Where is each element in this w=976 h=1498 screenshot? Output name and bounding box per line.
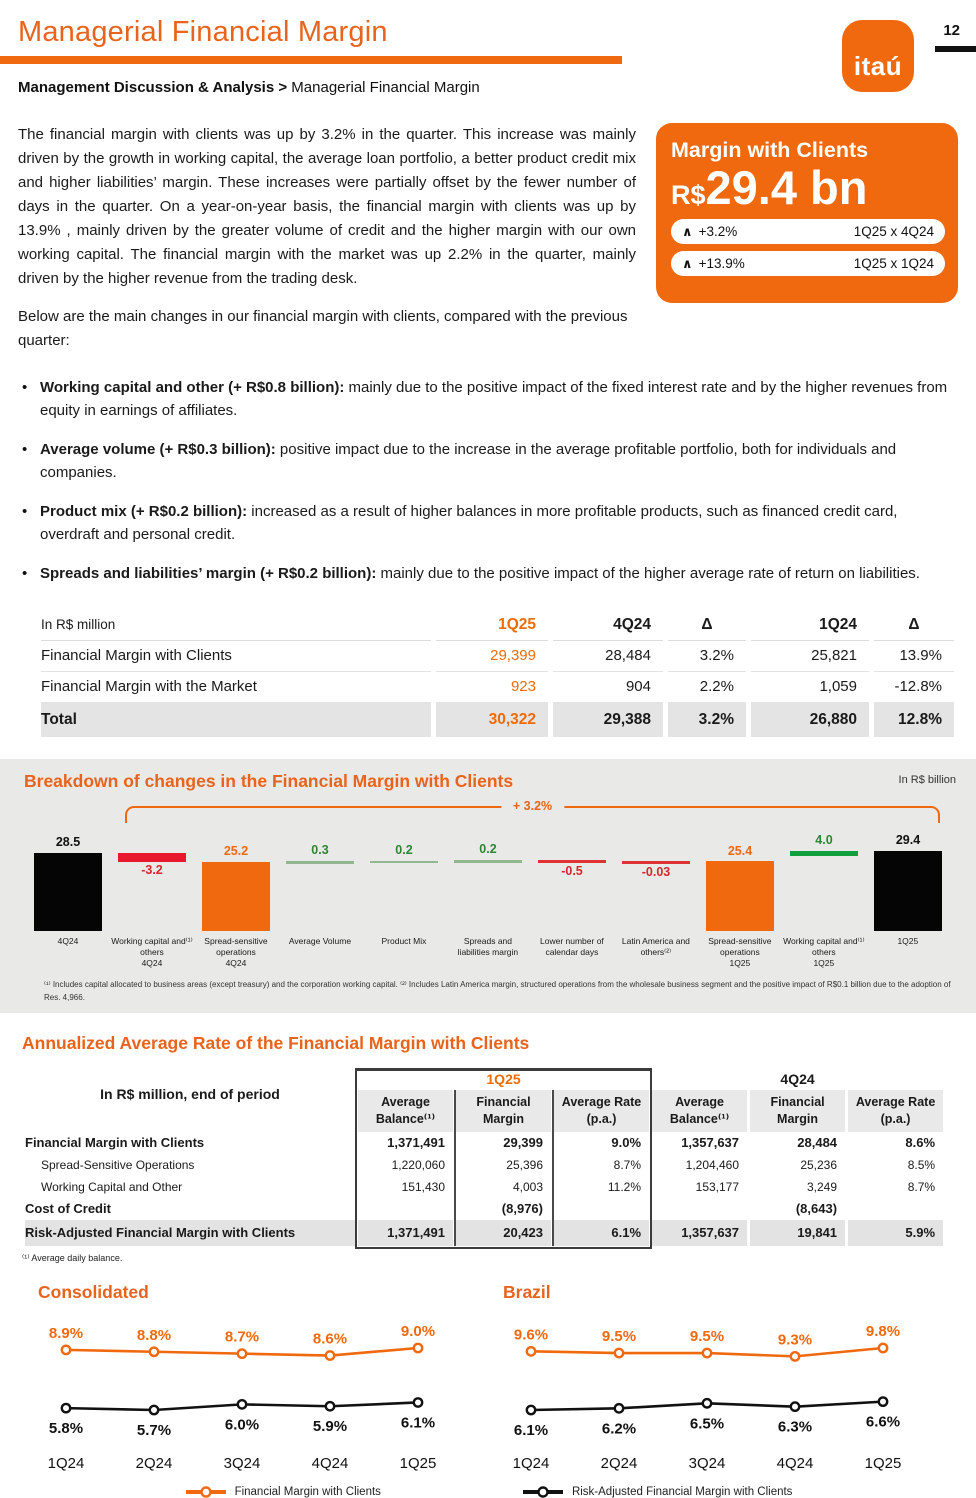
cell-value: 5.9% — [848, 1220, 943, 1246]
legend-item — [184, 1486, 381, 1498]
waterfall-category-label — [278, 936, 362, 970]
margin-table-row — [41, 703, 954, 737]
row-label: Financial Margin with the Market — [41, 672, 431, 703]
cell-value: 9.0% — [611, 1135, 642, 1150]
brazil-chart-block — [487, 1282, 952, 1472]
row-label: Risk-Adjusted Financial Margin with Clients — [25, 1220, 355, 1246]
data-point-label: 9.0% — [400, 1322, 436, 1340]
change-percent: +13.9% — [698, 256, 745, 272]
breakdown-footnote: ⁽¹⁾ Includes capital allocated to business areas (except treasury) and the corporation working capital. ⁽²⁾ Includes Latin America margin, structured operations from the wholesale business segment and the positive impact of R$0.1 billion due to the adoption of Res. 4,966. — [44, 979, 951, 1002]
waterfall-column — [362, 823, 446, 931]
data-point-marker — [414, 1343, 422, 1351]
waterfall-category-label — [530, 936, 614, 970]
cell-value: 29,388 — [553, 703, 663, 737]
cell-value: 26,880 — [751, 703, 869, 737]
label-line: operations — [216, 946, 256, 957]
waterfall-bar — [874, 851, 941, 931]
x-axis-label: 2Q24 — [135, 1454, 173, 1472]
annualized-footnote: ⁽¹⁾ Average daily balance. — [22, 1252, 123, 1263]
x-axis-label: 2Q24 — [600, 1454, 638, 1472]
legend-marker-icon — [521, 1486, 565, 1498]
label-line: Average Volume — [288, 935, 352, 946]
data-point-marker — [615, 1404, 623, 1412]
label-line: Lower number of — [540, 935, 604, 946]
data-point-label: 6.2% — [601, 1419, 637, 1437]
waterfall-value-label: -0.5 — [561, 863, 583, 878]
cell-value: (8,976) — [501, 1201, 543, 1216]
page-number: 12 — [943, 22, 960, 39]
currency-symbol: R$ — [671, 180, 706, 210]
legend-label: Financial Margin with Clients — [234, 1485, 381, 1498]
data-point-label: 8.7% — [224, 1328, 260, 1346]
data-point-marker — [791, 1352, 799, 1360]
cell-value: 1,204,460 — [685, 1157, 740, 1172]
waterfall-value-label: -3.2 — [141, 862, 163, 877]
data-point-marker — [326, 1351, 334, 1359]
data-point-marker — [879, 1343, 887, 1351]
legend-marker-icon — [184, 1486, 228, 1498]
data-point-label: 6.1% — [513, 1421, 549, 1439]
card-value — [671, 163, 945, 212]
cell-value: 13.9% — [874, 641, 954, 672]
column-header-1q24: 1Q24 — [751, 610, 869, 641]
label-line: Latin America and — [621, 935, 690, 946]
page-header — [0, 0, 976, 96]
waterfall-value-label: 0.2 — [395, 842, 413, 857]
data-point-marker — [326, 1402, 334, 1410]
cell-value: 151,430 — [401, 1179, 445, 1194]
waterfall-bar — [286, 861, 353, 864]
cell-value: 3.2% — [668, 703, 746, 737]
data-point-marker — [238, 1349, 246, 1357]
bullet-item — [22, 501, 958, 546]
cell-value: 29,399 — [436, 641, 548, 672]
bullet-item — [22, 563, 958, 586]
breakdown-unit-label: In R$ billion — [898, 773, 956, 786]
bullet-text: mainly due to the positive impact of the higher average rate of return on liabilities. — [376, 565, 920, 582]
waterfall-bar — [538, 860, 605, 863]
breakdown-title: Breakdown of changes in the Financial Margin with Clients — [24, 770, 514, 791]
waterfall-bar — [454, 860, 521, 863]
cell-value — [358, 1198, 453, 1220]
bullet-item — [22, 439, 958, 484]
cell-value: 25,396 — [506, 1157, 543, 1172]
x-axis-label: 4Q24 — [311, 1454, 349, 1472]
bullet-text: increased as a result of higher balances in more profitable products, such as financed credit card, overdraft and personal credit. — [40, 503, 898, 543]
cell-value: 29,399 — [503, 1135, 543, 1150]
label-line: 1Q25 — [897, 935, 919, 946]
label-line: others — [812, 946, 836, 957]
data-point-marker — [703, 1348, 711, 1356]
card-title: Margin with Clients — [671, 138, 869, 162]
label-line: Working capital and⁽¹⁾ — [783, 935, 865, 946]
waterfall-value-label: -0.03 — [641, 865, 671, 880]
data-point-label: 9.8% — [865, 1322, 901, 1340]
waterfall-value-label: 28.5 — [55, 835, 81, 850]
x-axis-label: 3Q24 — [223, 1454, 261, 1472]
cell-value: 20,423 — [456, 1220, 551, 1246]
annualized-title: Annualized Average Rate of the Financial Margin with Clients — [22, 1032, 530, 1053]
data-point-label: 6.1% — [400, 1413, 436, 1431]
waterfall-value-label: 29.4 — [895, 832, 921, 847]
annualized-row — [25, 1154, 943, 1176]
brazil-x-labels — [487, 1455, 927, 1472]
margin-table-header-row — [41, 610, 954, 641]
itau-logo — [842, 20, 914, 92]
x-axis-label: 4Q24 — [776, 1454, 814, 1472]
consolidated-chart-block — [22, 1282, 487, 1472]
label-line: Spread-sensitive — [708, 935, 772, 946]
waterfall-category-label — [698, 936, 782, 970]
row-label: Financial Margin with Clients — [41, 641, 431, 672]
data-point-marker — [62, 1345, 70, 1353]
data-point-label: 5.7% — [136, 1421, 172, 1439]
waterfall-bar — [370, 861, 437, 864]
cell-value: 1,220,060 — [391, 1157, 445, 1172]
cell-value: 3,249 — [807, 1179, 838, 1194]
label-line: operations — [720, 946, 760, 957]
breadcrumb — [18, 79, 976, 96]
change-percent: +3.2% — [698, 224, 738, 240]
waterfall-category-label — [614, 936, 698, 970]
row-header-label: In R$ million, end of period — [100, 1085, 280, 1102]
data-point-marker — [703, 1399, 711, 1407]
bullet-lead: Average volume (+ R$0.3 billion): — [40, 441, 276, 458]
waterfall-bar — [790, 851, 857, 856]
bullet-text: positive impact due to the increase in the average profitable portfolio, both for individuals and companies. — [40, 441, 897, 481]
margin-table-row — [41, 672, 954, 703]
unit-label: In R$ million — [41, 610, 431, 641]
waterfall-bar — [706, 861, 773, 930]
column-header: Average Rate (p.a.) — [848, 1090, 943, 1132]
row-label: Spread-Sensitive Operations — [41, 1157, 195, 1172]
column-header: Financial Margin — [750, 1090, 845, 1132]
margin-summary-table — [36, 610, 959, 737]
group-1q25: 1Q25 — [486, 1070, 521, 1087]
data-point-label: 9.6% — [513, 1325, 549, 1343]
consolidated-x-labels — [22, 1455, 462, 1472]
cell-value — [554, 1198, 649, 1220]
change-pill — [671, 251, 945, 276]
cell-value — [848, 1198, 943, 1220]
data-point-marker — [414, 1398, 422, 1406]
cell-value: 11.2% — [607, 1179, 642, 1194]
changes-bullet-list — [22, 377, 958, 586]
cell-value: 30,322 — [436, 703, 548, 737]
column-header-4q24: 4Q24 — [553, 610, 663, 641]
label-line: calendar days — [545, 946, 599, 957]
legend-label: Risk-Adjusted Financial Margin with Clients — [571, 1485, 793, 1498]
x-axis-label: 1Q25 — [399, 1454, 437, 1472]
intro-paragraph-2: Below are the main changes in our financial margin with clients, compared with the previous quarter: — [18, 308, 628, 349]
cell-value: 1,371,491 — [387, 1135, 445, 1150]
data-point-label: 5.9% — [312, 1417, 348, 1435]
cell-value: 4,003 — [512, 1179, 543, 1194]
breadcrumb-separator: > — [278, 79, 288, 96]
row-label: Total — [41, 703, 431, 737]
waterfall-bar — [622, 861, 689, 864]
comparison-period: 1Q25 x 1Q24 — [853, 256, 934, 272]
group-header-row — [25, 1068, 943, 1090]
waterfall-column — [530, 823, 614, 931]
data-point-label: 5.8% — [48, 1419, 84, 1437]
data-point-label: 9.5% — [689, 1327, 725, 1345]
data-point-label: 8.6% — [312, 1330, 348, 1348]
label-line: Working capital and⁽¹⁾ — [111, 935, 193, 946]
x-axis-label: 3Q24 — [688, 1454, 726, 1472]
cell-value: 1,357,637 — [652, 1220, 747, 1246]
label-line: liabilities margin — [457, 946, 519, 957]
cell-value: 25,821 — [751, 641, 869, 672]
data-point-label: 6.6% — [865, 1413, 901, 1431]
data-point-label: 8.8% — [136, 1326, 172, 1344]
cell-value: (8,643) — [795, 1201, 838, 1216]
consolidated-chart-title: Consolidated — [38, 1281, 149, 1302]
intro-text — [18, 123, 636, 353]
waterfall-column — [26, 823, 110, 931]
waterfall-category-label — [446, 936, 530, 970]
cell-value: 8.5% — [907, 1157, 936, 1172]
legend-item — [521, 1486, 793, 1498]
waterfall-column — [446, 823, 530, 931]
margin-table-body — [41, 641, 954, 737]
up-arrow-icon: ∧ — [682, 223, 693, 239]
cell-value: 19,841 — [750, 1220, 845, 1246]
annualized-table — [22, 1068, 946, 1246]
cell-value: 12.8% — [874, 703, 954, 737]
waterfall-column — [782, 823, 866, 931]
breakdown-section — [0, 759, 976, 1013]
title-underline — [0, 56, 622, 64]
annualized-table-wrap — [22, 1068, 958, 1246]
cell-value: 1,059 — [751, 672, 869, 703]
bullet-text: mainly due to the positive impact of the fixed interest rate and by the higher revenues from equity in earnings of affiliates. — [40, 379, 948, 419]
label-line: Spread-sensitive — [204, 935, 268, 946]
waterfall-value-label: 0.2 — [479, 842, 497, 857]
column-header: Average Balance⁽¹⁾ — [358, 1090, 453, 1132]
column-header: Average Balance⁽¹⁾ — [652, 1090, 747, 1132]
waterfall-category-label — [782, 936, 866, 970]
change-pill — [671, 219, 945, 244]
annualized-row — [25, 1220, 943, 1246]
column-header: Average Rate (p.a.) — [554, 1090, 649, 1132]
page-number-bar — [935, 46, 976, 52]
waterfall-column — [278, 823, 362, 931]
row-label: Financial Margin with Clients — [25, 1135, 205, 1150]
waterfall-chart — [26, 823, 950, 931]
label-line: others — [140, 946, 164, 957]
waterfall-value-label: 0.3 — [311, 843, 329, 858]
waterfall-category-label — [362, 936, 446, 970]
label-line: 4Q24 — [225, 958, 247, 969]
column-header-1q25: 1Q25 — [436, 610, 548, 641]
row-label: Working Capital and Other — [41, 1179, 183, 1194]
waterfall-value-label: 25.4 — [727, 843, 753, 858]
change-bracket — [125, 798, 940, 823]
cell-value: 1,371,491 — [358, 1220, 453, 1246]
label-line: Spreads and — [463, 935, 513, 946]
data-point-marker — [150, 1405, 158, 1413]
cell-value: 8.7% — [613, 1157, 642, 1172]
itau-logo-text: itaú — [853, 51, 903, 81]
data-point-marker — [791, 1402, 799, 1410]
cell-value: 28,484 — [553, 641, 663, 672]
data-point-label: 6.3% — [777, 1418, 813, 1436]
cell-value: 3.2% — [668, 641, 746, 672]
cell-value: 2.2% — [668, 672, 746, 703]
cell-value: 28,484 — [797, 1135, 838, 1150]
waterfall-category-labels — [26, 936, 950, 970]
data-point-marker — [615, 1348, 623, 1356]
waterfall-bar — [34, 853, 101, 931]
cell-value: 8.7% — [907, 1179, 936, 1194]
label-line: 1Q25 — [813, 958, 835, 969]
label-line: others⁽²⁾ — [640, 946, 672, 957]
waterfall-category-label — [866, 936, 950, 970]
data-point-label: 6.0% — [224, 1415, 260, 1433]
data-point-marker — [879, 1397, 887, 1405]
page-title: Managerial Financial Margin — [18, 16, 388, 48]
data-point-marker — [527, 1347, 535, 1355]
label-line: Product Mix — [381, 935, 427, 946]
waterfall-column — [194, 823, 278, 931]
brazil-chart — [487, 1305, 927, 1455]
waterfall-category-label — [194, 936, 278, 970]
trend-charts — [22, 1282, 966, 1472]
annualized-section — [22, 1033, 958, 1264]
data-point-label: 8.9% — [48, 1324, 84, 1342]
cell-value: 6.1% — [554, 1220, 649, 1246]
legend-circle — [201, 1487, 210, 1496]
bullet-lead: Working capital and other (+ R$0.8 billion): — [40, 379, 345, 396]
data-point-label: 6.5% — [689, 1414, 725, 1432]
card-pills — [671, 219, 945, 276]
data-point-marker — [527, 1405, 535, 1413]
waterfall-column — [866, 823, 950, 931]
data-point-marker — [238, 1400, 246, 1408]
waterfall-bar — [118, 853, 185, 862]
label-line: 4Q24 — [57, 935, 79, 946]
cell-value — [652, 1198, 747, 1220]
cell-value: 904 — [553, 672, 663, 703]
waterfall-value-label: 25.2 — [223, 844, 249, 859]
change-value — [682, 224, 737, 240]
cell-value: 1,357,637 — [681, 1135, 740, 1150]
waterfall-column — [614, 823, 698, 931]
annualized-row — [25, 1132, 943, 1154]
annualized-row — [25, 1176, 943, 1198]
waterfall-category-label — [110, 936, 194, 970]
cell-value: 923 — [436, 672, 548, 703]
column-header: Financial Margin — [456, 1090, 551, 1132]
value-number: 29.4 — [705, 161, 797, 214]
waterfall-bar — [202, 862, 269, 931]
bullet-lead: Spreads and liabilities’ margin (+ R$0.2 billion): — [40, 565, 377, 582]
data-point-marker — [150, 1347, 158, 1355]
annualized-row — [25, 1198, 943, 1220]
column-header-delta-1: Δ — [668, 610, 746, 641]
cell-value: 8.6% — [905, 1135, 936, 1150]
value-unit: bn — [797, 161, 868, 214]
up-arrow-icon: ∧ — [682, 255, 693, 271]
breakdown-header — [0, 771, 976, 792]
consolidated-chart — [22, 1305, 462, 1455]
margin-table-row — [41, 641, 954, 672]
data-point-marker — [62, 1403, 70, 1411]
margin-with-clients-card — [656, 123, 958, 303]
cell-value: 25,236 — [800, 1157, 838, 1172]
intro-paragraph: The financial margin with clients was up by 3.2% in the quarter. This increase was mainly driven by the growth in working capital, the average loan portfolio, a better product credit mix and higher liabilities’ margin. These increases were partially offset by the fewer number of days in the quarter. On a year-on-year basis, the financial margin with clients was up by 13.9% , mainly driven by the greater volume of credit and the higher margin with our own working capital. The financial margin with the market was up 2.2% in the quarter, mainly driven by the higher revenue from the trading desk. — [18, 126, 636, 287]
data-point-label: 9.5% — [601, 1327, 637, 1345]
brazil-chart-title: Brazil — [503, 1281, 551, 1302]
group-4q24: 4Q24 — [780, 1070, 815, 1087]
intro-row — [18, 123, 958, 353]
x-axis-label: 1Q24 — [47, 1454, 85, 1472]
label-line: 4Q24 — [141, 958, 163, 969]
bullet-item — [22, 377, 958, 422]
row-label: Cost of Credit — [25, 1201, 111, 1216]
waterfall-value-label: 4.0 — [815, 832, 833, 847]
chart-legend — [0, 1486, 976, 1498]
bracket-label: + 3.2% — [501, 799, 564, 813]
label-line: 1Q25 — [729, 958, 751, 969]
comparison-period: 1Q25 x 4Q24 — [853, 224, 934, 240]
waterfall-column — [110, 823, 194, 931]
change-value — [682, 256, 745, 272]
x-axis-label: 1Q24 — [512, 1454, 550, 1472]
cell-value: -12.8% — [874, 672, 954, 703]
bullet-lead: Product mix (+ R$0.2 billion): — [40, 503, 248, 520]
breadcrumb-current: Managerial Financial Margin — [291, 79, 480, 96]
legend-circle — [538, 1487, 547, 1496]
data-point-label: 9.3% — [777, 1330, 813, 1348]
column-header-delta-2: Δ — [874, 610, 954, 641]
waterfall-column — [698, 823, 782, 931]
cell-value: 153,177 — [695, 1179, 740, 1194]
breadcrumb-section: Management Discussion & Analysis — [18, 79, 275, 96]
waterfall-category-label — [26, 936, 110, 970]
x-axis-label: 1Q25 — [864, 1454, 902, 1472]
